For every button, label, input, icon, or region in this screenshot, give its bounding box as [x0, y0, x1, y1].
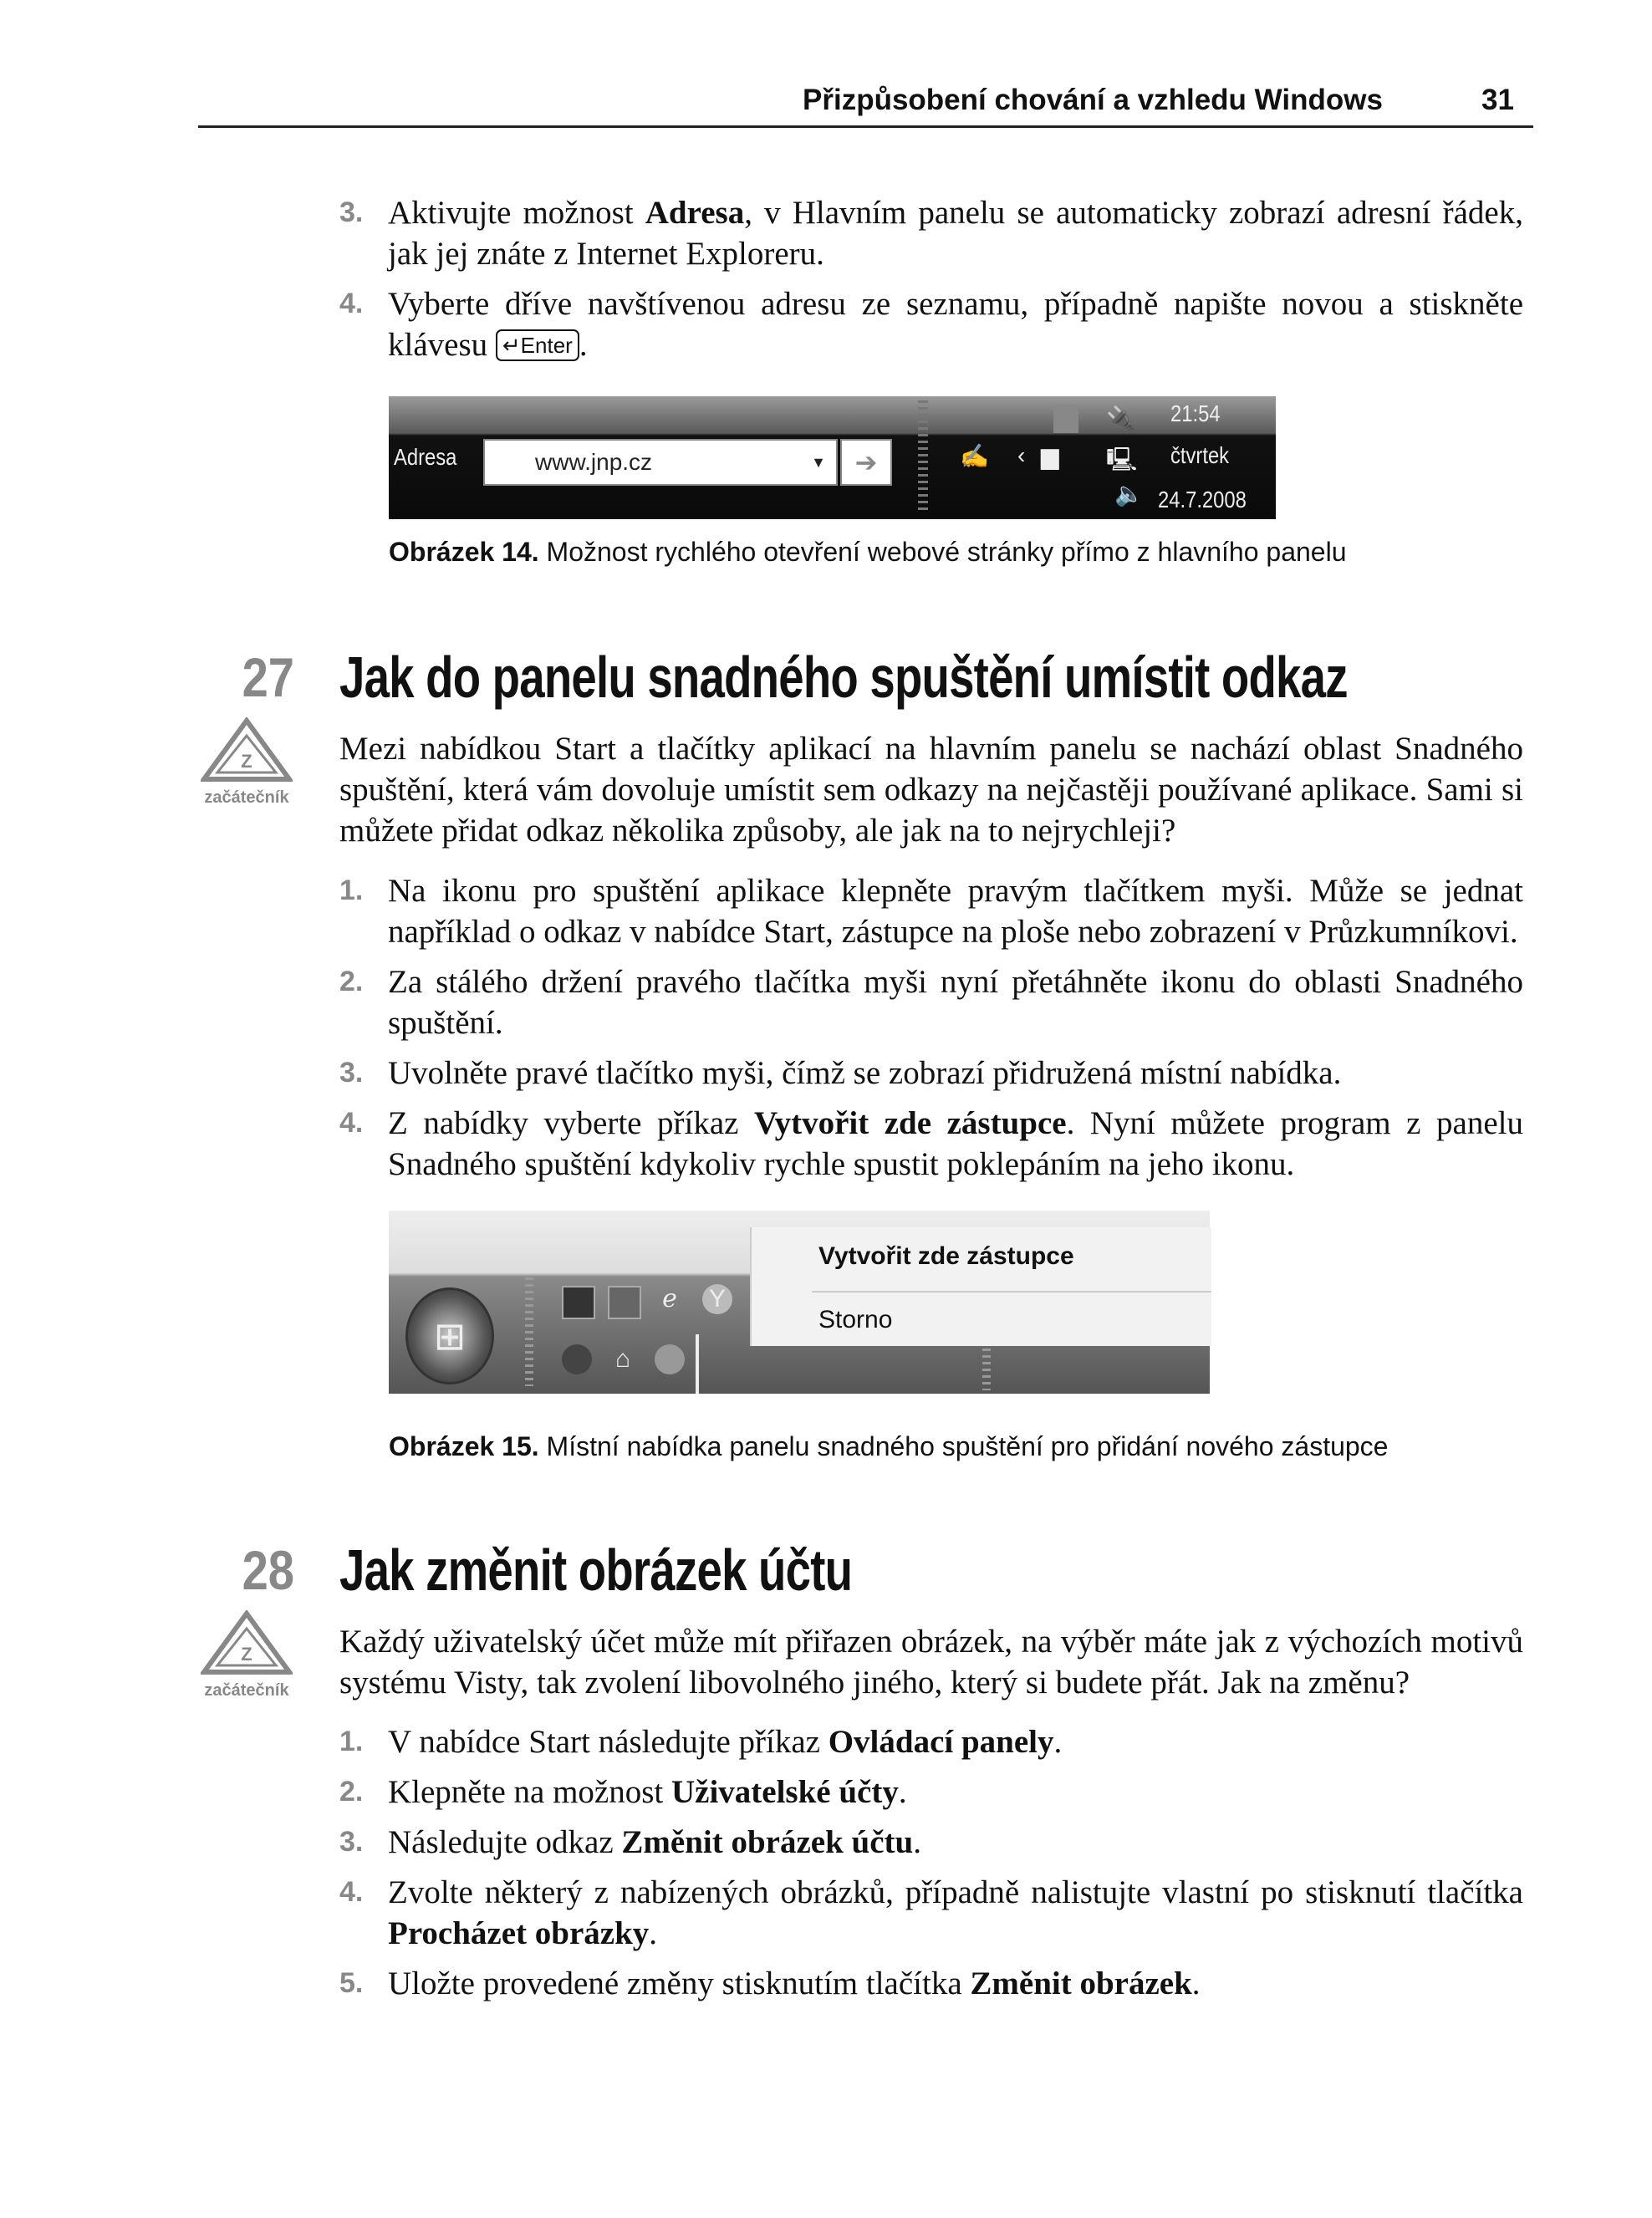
step-text: Na ikonu pro spuštění aplikace klepněte pravým tlačítkem myši. Může se jednat například o odkaz v nabídce Start, zástupce na ploše nebo zobrazení v Průzkumníkovi. [388, 873, 1523, 950]
svg-text:Z: Z [241, 1644, 252, 1665]
show-desktop-icon[interactable] [608, 1286, 641, 1319]
caption-label: Obrázek 15. [389, 1431, 539, 1461]
list-item [339, 1872, 1523, 1954]
header-rule [198, 125, 1533, 128]
context-menu [750, 1227, 1211, 1346]
step-text: Zvolte některý z nabízených obrázků, případně nalistujte vlastní po stisknutí tlačítka [388, 1874, 1523, 1910]
triangle-z-icon [201, 717, 293, 784]
insertion-marker [696, 1334, 699, 1394]
step-text: V nabídce Start následujte příkaz [388, 1724, 829, 1760]
step-text: . [649, 1915, 658, 1951]
step-number: 3. [339, 1057, 364, 1089]
list-item [339, 192, 1523, 274]
step-text: . [1191, 1966, 1201, 2001]
caption-text: Možnost rychlého otevření webové stránky přímo z hlavního panelu [538, 537, 1347, 567]
caption-text: Místní nabídka panelu snadného spuštění pro přidání nového zástupce [538, 1431, 1389, 1461]
step-number: 1. [339, 874, 364, 906]
step-number: 5. [339, 1967, 364, 1999]
step-text: Klepněte na možnost [388, 1774, 671, 1810]
step-text: Za stálého držení pravého tlačítka myši nyní přetáhněte ikonu do oblasti Snadného spuštění. [388, 964, 1523, 1041]
step-number: 1. [339, 1726, 364, 1757]
chevron-left-icon[interactable]: ‹ [1017, 442, 1026, 468]
list-item [339, 1963, 1523, 2004]
step-bold: Ovládací panely [828, 1724, 1054, 1760]
step-text: , v Hlavním panelu se automaticky zobrazí adresní řádek, jak jej znáte z Internet Exploreru. [388, 195, 1523, 272]
app-icon[interactable]: Y [702, 1284, 732, 1314]
step-bold: Uživatelské účty [670, 1774, 899, 1810]
badge-label: začátečník [204, 788, 289, 807]
pen-tray-icon[interactable]: ✍ [960, 443, 989, 469]
figure-14-caption [389, 537, 1347, 568]
list-item [339, 283, 1523, 365]
step-text: . [913, 1824, 921, 1860]
step-number: 3. [339, 196, 364, 228]
power-icon[interactable]: 🔌 [1106, 405, 1135, 431]
list-item [339, 961, 1523, 1043]
intro-paragraph: Mezi nabídkou Start a tlačítky aplikací na hlavním panelu se nachází oblast Snadného spuštění, která vám dovoluje umístit sem odkazy na nejčastěji používané aplikace. Sami si můžete přidat odkaz několika způsoby, ale jak na to nejrychleji? [339, 731, 1523, 849]
speaker-icon[interactable]: 🔈 [1114, 481, 1144, 507]
step-bold: Změnit obrázek [970, 1966, 1192, 2001]
network-icon[interactable]: ▆ [1041, 443, 1059, 469]
app-icon[interactable] [655, 1344, 685, 1374]
clock-day[interactable]: čtvrtek [1170, 442, 1230, 468]
toolbar-grip[interactable] [525, 1277, 533, 1386]
beginner-badge [201, 1610, 293, 1700]
internet-explorer-icon[interactable]: ℯ [662, 1285, 677, 1313]
list-item [339, 1772, 1523, 1813]
step-number: 4. [339, 288, 364, 319]
section-number: 27 [242, 646, 294, 708]
intro-steps [339, 192, 1523, 375]
caption-label: Obrázek 14. [389, 537, 539, 567]
figure-15-caption [389, 1431, 1388, 1462]
step-text: Následujte odkaz [388, 1824, 622, 1860]
start-button[interactable]: ⊞ [405, 1287, 494, 1384]
address-input[interactable] [483, 439, 838, 486]
toolbar-grip[interactable] [982, 1349, 991, 1390]
step-bold: Procházet obrázky [388, 1915, 650, 1951]
svg-text:Z: Z [241, 751, 252, 772]
toolbar-grip[interactable] [918, 400, 928, 514]
menu-item-create-shortcut[interactable]: Vytvořit zde zástupce [818, 1242, 1074, 1270]
step-number: 4. [339, 1107, 364, 1139]
step-text: . [579, 327, 588, 363]
triangle-z-icon [201, 1610, 293, 1677]
media-player-icon[interactable] [562, 1344, 592, 1374]
step-text: Uložte provedené změny stisknutím tlačítka [388, 1966, 971, 2001]
step-bold: Změnit obrázek účtu [621, 1824, 914, 1860]
step-text: Uvolněte pravé tlačítko myši, čímž se zobrazí přidružená místní nabídka. [388, 1055, 1342, 1091]
beginner-badge [201, 717, 293, 808]
computer-icon[interactable]: 🖳 [1106, 446, 1138, 472]
step-text: Z nabídky vyberte příkaz [388, 1105, 754, 1141]
step-text: Aktivujte možnost [388, 195, 645, 231]
step-number: 2. [339, 1776, 364, 1808]
step-text: . [1053, 1724, 1063, 1760]
dropdown-arrow-icon[interactable]: ▼ [811, 454, 826, 471]
menu-item-cancel[interactable]: Storno [818, 1306, 893, 1333]
intro-paragraph: Každý uživatelský účet může mít přiřazen obrázek, na výběr máte jak z výchozích motivů systému Visty, tak zvolení libovolného jiného, který si budete přát. Jak na změnu? [339, 1624, 1523, 1700]
address-label: Adresa [394, 444, 457, 470]
step-bold: Adresa [645, 195, 745, 231]
section-title: Jak změnit obrázek účtu [339, 1537, 853, 1603]
list-item [339, 1721, 1523, 1762]
section-28-body [339, 1621, 1523, 2013]
list-item [339, 1053, 1523, 1094]
running-header-title: Přizpůsobení chování a vzhledu Windows [803, 84, 1383, 116]
page-number: 31 [1481, 84, 1514, 116]
clock-time[interactable]: 21:54 [1170, 400, 1221, 426]
badge-label: začátečník [204, 1681, 289, 1700]
step-number: 3. [339, 1826, 364, 1858]
figure-14-taskbar [389, 396, 1276, 519]
section-27-body [339, 728, 1523, 1194]
go-button[interactable]: ➔ [840, 439, 892, 486]
step-number: 2. [339, 966, 364, 997]
clock-date[interactable]: 24.7.2008 [1158, 487, 1247, 512]
step-text: . Nyní můžete program z panelu Snadného spuštění kdykoliv rychle spustit poklepáním na jeho ikonu. [388, 1105, 1523, 1182]
step-text: . [898, 1774, 907, 1810]
switch-windows-icon[interactable] [562, 1286, 595, 1319]
list-item [339, 1103, 1523, 1185]
enter-key: ↵Enter [496, 329, 579, 361]
step-bold: Vytvořit zde zástupce [754, 1105, 1067, 1141]
step-number: 4. [339, 1876, 364, 1908]
address-value: www.jnp.cz [535, 449, 653, 475]
section-title: Jak do panelu snadného spuštění umístit odkaz [339, 645, 1348, 710]
home-icon[interactable]: ⌂ [614, 1345, 631, 1373]
list-item [339, 870, 1523, 952]
menu-separator [812, 1291, 1211, 1293]
figure-15-quick-launch [389, 1211, 1210, 1394]
section-number: 28 [242, 1539, 294, 1601]
list-item [339, 1822, 1523, 1863]
step-text: Vyberte dříve navštívenou adresu ze seznamu, případně napište novou a stiskněte klávesu [388, 286, 1523, 363]
java-icon[interactable] [1053, 405, 1078, 433]
